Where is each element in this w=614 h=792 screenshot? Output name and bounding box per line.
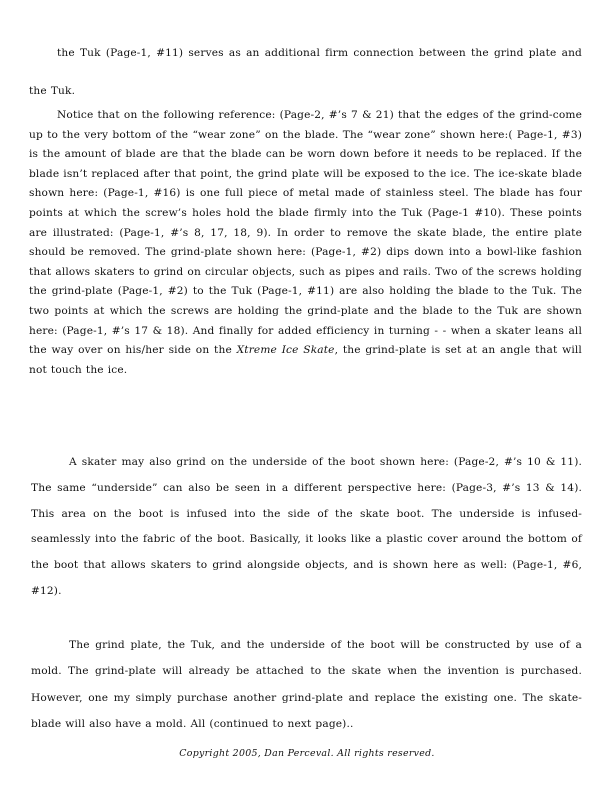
paragraph-2 xyxy=(29,106,582,380)
paragraph-2-text-after: , the grind-plate is set at an angle that will not touch the ice. xyxy=(29,344,582,376)
paragraph-1: the Tuk (Page-1, #11) serves as an additional firm connection between the grind plate and the Tuk. xyxy=(29,47,582,97)
paragraph-4: The grind plate, the Tuk, and the underside of the boot will be constructed by use of a mold. The grind-plate will already be attached to the skate when the invention is purchased. However, one my simply purchase another grind-plate and replace the existing one. The skate-blade will also have a mold. All (continued to next page).. xyxy=(31,639,582,731)
product-name-emphasis: Xtreme Ice Skate xyxy=(236,344,335,357)
paragraph-2-text-before: Notice that on the following reference: (Page-2, #’s 7 & 21) that the edges of the grind-come up to the very bottom of the “wear zone” on the blade. The “wear zone” shown here:( Page-1, #3) is the amount of blade are that the blade can be worn down before it needs to be replaced. If the blade isn’t replaced after that point, the grind plate will be exposed to the ice. The ice-skate blade shown here: (Page-1, #16) is one full piece of metal made of stainless steel. The blade has four points at which the screw’s holes hold the blade firmly into the Tuk (Page-1 #10). These points are illustrated: (Page-1, #’s 8, 17, 18, 9). In order to remove the skate blade, the entire plate should be removed. The grind-plate shown here: (Page-1, #2) dips down into a bowl-like fashion that allows skaters to grind on circular objects, such as pipes and rails. Two of the screws holding the grind-plate (Page-1, #2) to the Tuk (Page-1, #11) are also holding the blade to the Tuk. The two points at which the screws are holding the grind-plate and the blade to the Tuk are shown here: (Page-1, #’s 17 & 18). And finally for added efficiency in turning - - when a skater leans all the way over on his/her side on the xyxy=(29,109,583,357)
paragraph-3: A skater may also grind on the underside of the boot shown here: (Page-2, #’s 10 & 11). The same “underside” can also be seen in a different perspective here: (Page-3, #’s 13 & 14). This area on the boot is infused into the side of the skate boot. The underside is infused-seamlessly into the fabric of the boot. Basically, it looks like a plastic cover around the bottom of the boot that allows skaters to grind alongside objects, and is shown here as well: (Page-1, #6, #12). xyxy=(31,456,582,597)
copyright-footer: Copyright 2005, Dan Perceval. All rights reserved. xyxy=(179,748,435,759)
